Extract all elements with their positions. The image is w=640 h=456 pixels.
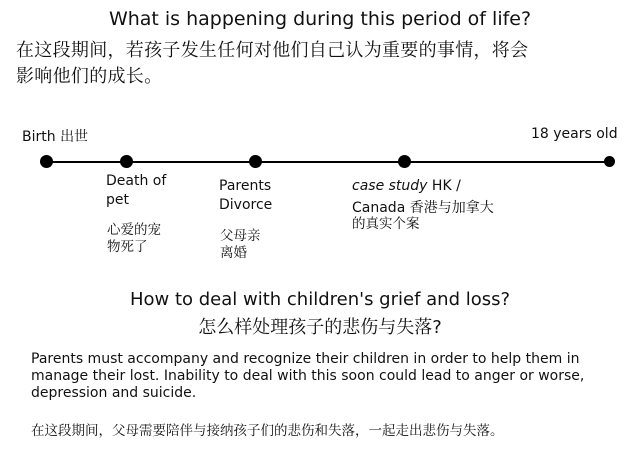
advice-paragraph-zh: 在这段期间，父母需要陪伴与接纳孩子们的悲伤和失落，一起走出悲伤与失落。 <box>31 423 504 439</box>
advice-paragraph: Parents must accompany and recognize their children in order to help them in manage their lost. Inability to deal with this soon could lead to anger or worse, depression and suicide. <box>31 351 585 401</box>
section-title: How to deal with children's grief and loss? <box>129 289 511 310</box>
case-study-italic: case study <box>352 178 428 194</box>
timeline-start-label: Birth 出世 <box>22 129 89 145</box>
timeline-marker-pet <box>120 155 133 168</box>
timeline-marker-divorce <box>249 155 262 168</box>
event-label-divorce-line2: Divorce <box>219 197 273 213</box>
page-title-zh-line2: 影响他们的成长。 <box>16 66 163 87</box>
event-label-case-study-line2: Canada 香港与加拿大 <box>352 200 494 216</box>
timeline-end-label: 18 years old <box>531 126 618 142</box>
timeline-marker-case-study <box>398 155 411 168</box>
page-title-zh-line1: 在这段期间，若孩子发生任何对他们自己认为重要的事情，将会 <box>16 40 529 61</box>
event-label-divorce-line1: Parents <box>219 178 272 194</box>
section-title-zh: 怎么样处理孩子的悲伤与失落? <box>198 317 442 338</box>
event-label-pet-zh: 心爱的宠物死了 <box>107 222 161 255</box>
case-study-rest: HK / <box>427 178 461 194</box>
timeline-marker-end <box>604 156 615 167</box>
event-label-case-study-line3: 的真实个案 <box>352 216 420 232</box>
event-label-case-study-line1 <box>352 178 461 194</box>
event-label-divorce-zh: 父母亲离婚 <box>220 228 261 261</box>
timeline-marker-birth <box>40 155 53 168</box>
event-label-pet: Death of pet <box>106 173 167 208</box>
page-title: What is happening during this period of life? <box>108 8 532 30</box>
